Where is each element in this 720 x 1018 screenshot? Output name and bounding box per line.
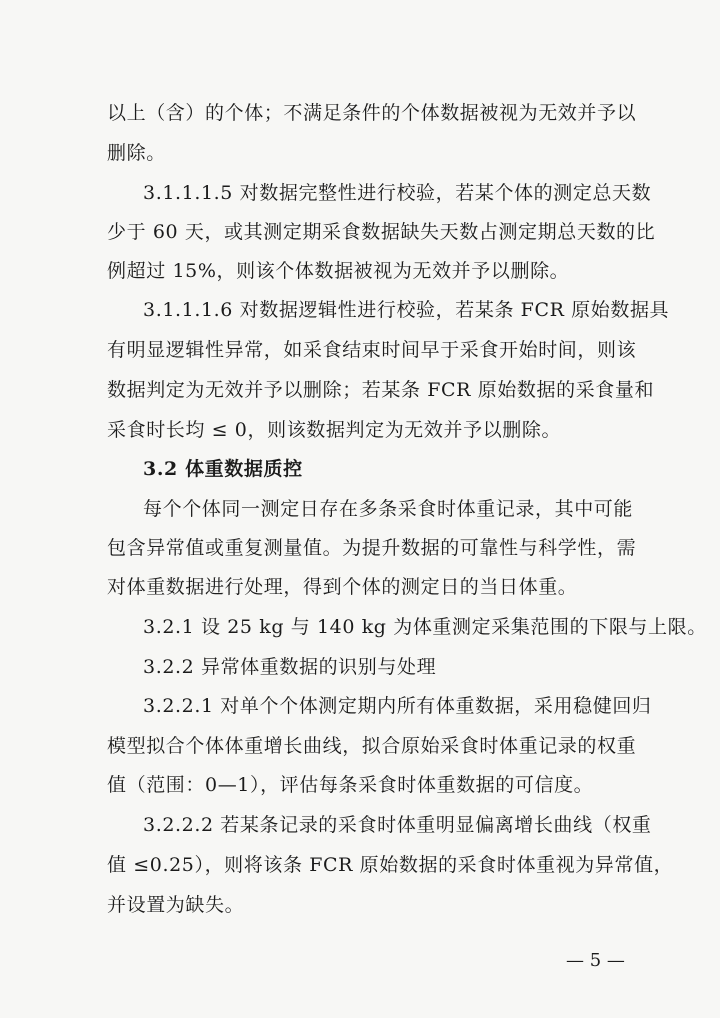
text-line: 采食时长均 ≤ 0，则该数据判定为无效并予以删除。 xyxy=(107,419,562,441)
text-line: 3.1.1.1.5 对数据完整性进行校验，若某个体的测定总天数 xyxy=(143,182,652,204)
page-number: — 5 — xyxy=(566,950,625,971)
section-heading: 3.2 体重数据质控 xyxy=(143,458,303,480)
text-line: 删除。 xyxy=(107,142,166,164)
text-line: 包含异常值或重复测量值。为提升数据的可靠性与科学性，需 xyxy=(107,537,637,559)
text-line: 模型拟合个体体重增长曲线，拟合原始采食时体重记录的权重 xyxy=(107,735,637,757)
text-line: 3.2.2.2 若某条记录的采食时体重明显偏离增长曲线（权重 xyxy=(143,814,652,836)
text-line: 有明显逻辑性异常，如采食结束时间早于采食开始时间，则该 xyxy=(107,339,637,361)
text-line: 数据判定为无效并予以删除；若某条 FCR 原始数据的采食量和 xyxy=(107,379,655,401)
text-line: 以上（含）的个体；不满足条件的个体数据被视为无效并予以 xyxy=(107,102,637,124)
text-line: 并设置为缺失。 xyxy=(107,894,245,916)
text-line: 每个个体同一测定日存在多条采食时体重记录，其中可能 xyxy=(143,498,634,520)
text-line: 3.1.1.1.6 对数据逻辑性进行校验，若某条 FCR 原始数据具 xyxy=(143,299,670,321)
text-line: 少于 60 天，或其测定期采食数据缺失天数占测定期总天数的比 xyxy=(107,221,656,243)
text-line: 值 ≤0.25），则将该条 FCR 原始数据的采食时体重视为异常值， xyxy=(107,854,674,876)
text-line: 值（范围：0—1），评估每条采食时体重数据的可信度。 xyxy=(107,774,594,796)
text-line: 例超过 15%，则该个体数据被视为无效并予以删除。 xyxy=(107,260,570,282)
text-line: 对体重数据进行处理，得到个体的测定日的当日体重。 xyxy=(107,576,578,598)
text-line: 3.2.2.1 对单个个体测定期内所有体重数据，采用稳健回归 xyxy=(143,695,652,717)
subsection-title: 3.2.2 异常体重数据的识别与处理 xyxy=(143,656,437,678)
text-line: 3.2.1 设 25 kg 与 140 kg 为体重测定采集范围的下限与上限。 xyxy=(143,616,707,638)
